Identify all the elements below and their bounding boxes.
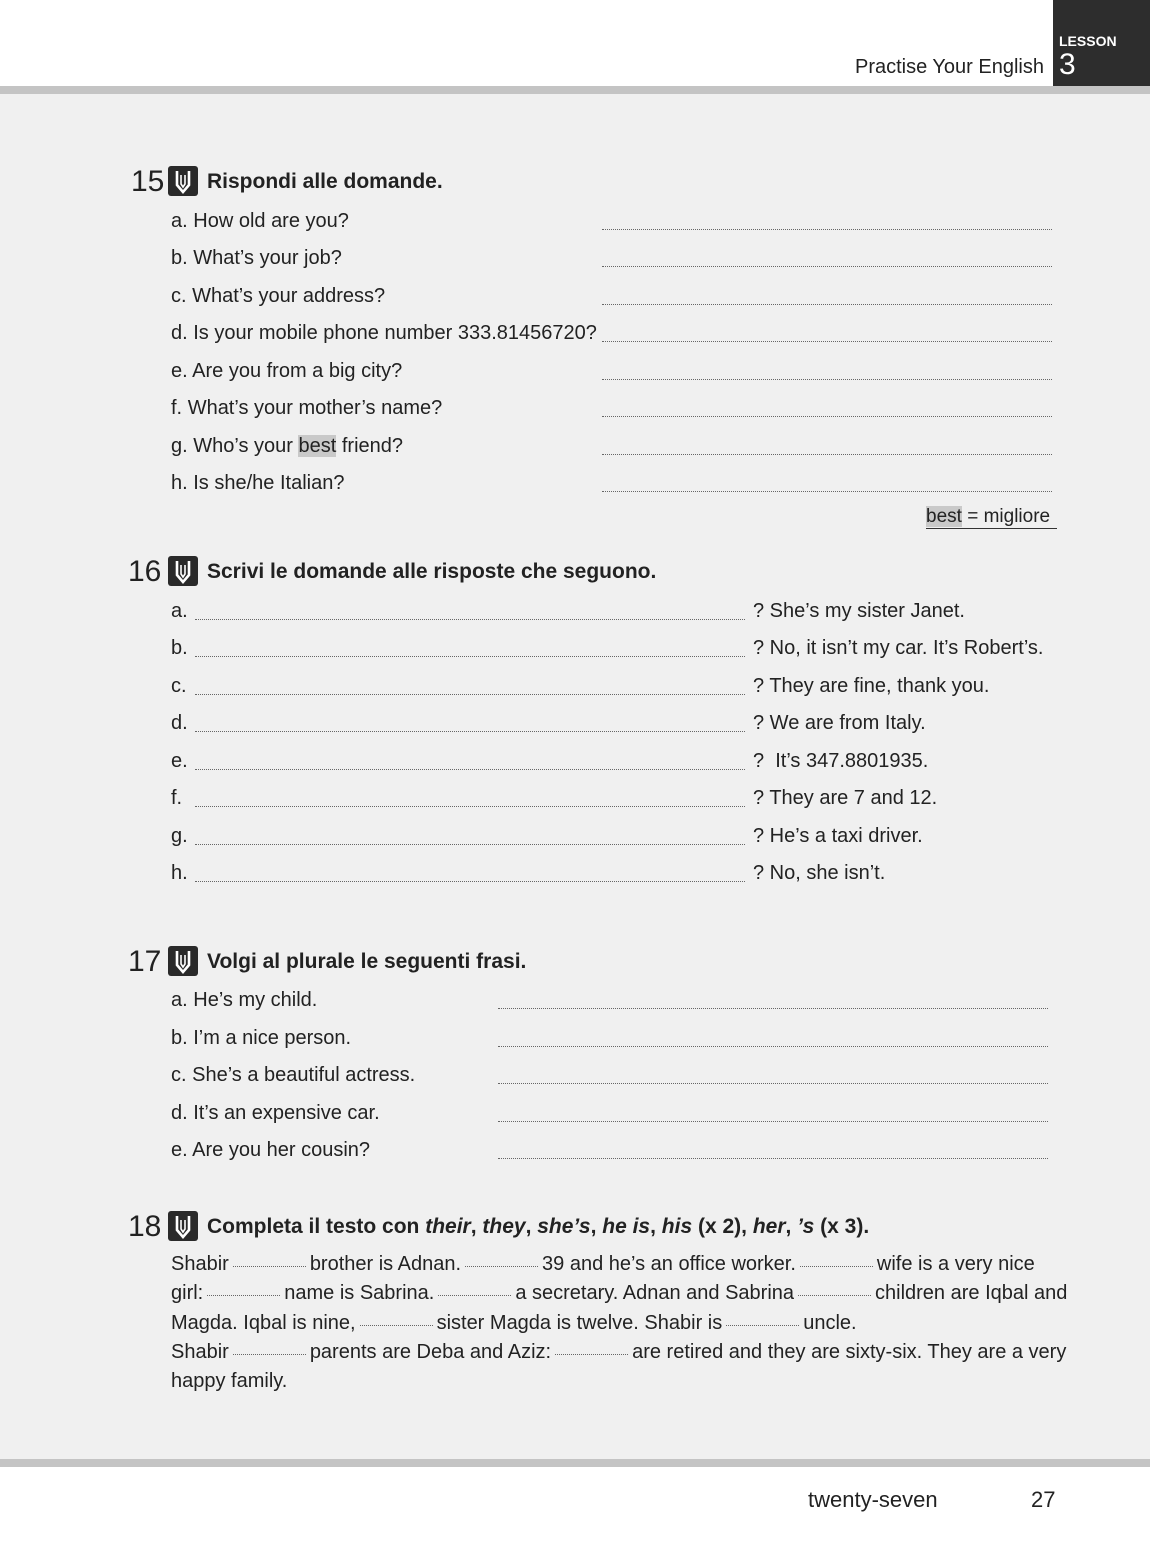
question-e: e. Are you from a big city? — [171, 360, 403, 382]
item-letter-f: f. — [171, 787, 183, 809]
item-letter-e: e. — [171, 750, 188, 772]
blank-8[interactable] — [726, 1325, 799, 1326]
answer-g: ? He’s a taxi driver. — [753, 825, 923, 847]
answer-d: ? We are from Italy. — [753, 712, 926, 734]
exercise-instruction: Completa il testo con their, they, she’s, he is, his (x 2), her, ’s (x 3). — [207, 1215, 870, 1238]
exercise-instruction: Scrivi le domande alle risposte che seguono. — [207, 560, 657, 583]
question-line-h[interactable] — [195, 881, 745, 882]
question-f: f. What’s your mother’s name? — [171, 397, 443, 419]
lesson-label: LESSON — [1059, 33, 1117, 49]
blank-4[interactable] — [207, 1295, 280, 1296]
cloze-paragraph: Shabir brother is Adnan. 39 and he’s an office worker. wife is a very nice girl: name is Sabrina. a secretary. Adnan and Sabrina children are Iqbal and Magda. Iqbal is nine, sister Magda is twelve. Shabir is uncle. Shabir parents are Deba and Aziz: are retired and they are sixty-six. They are a very happy family. — [171, 1253, 1068, 1393]
blank-10[interactable] — [555, 1354, 628, 1355]
question-g: g. Who’s your best friend? — [171, 435, 404, 457]
item-letter-g: g. — [171, 825, 188, 847]
page-number: 27 — [1031, 1487, 1056, 1512]
footer-rule — [0, 1459, 1150, 1467]
exercise-number: 18 — [128, 1210, 162, 1243]
blank-3[interactable] — [800, 1266, 873, 1267]
answer-e: ? It’s 347.8801935. — [753, 750, 929, 772]
question-line-c[interactable] — [195, 694, 745, 695]
answer-line-a[interactable] — [602, 229, 1052, 230]
answer-f: ? They are 7 and 12. — [753, 787, 938, 809]
plural-line-d[interactable] — [498, 1121, 1048, 1122]
blank-5[interactable] — [438, 1295, 511, 1296]
pencil-icon — [168, 1211, 198, 1241]
item-letter-d: d. — [171, 712, 188, 734]
question-c: c. What’s your address? — [171, 285, 386, 307]
running-title: Practise Your English — [854, 56, 1044, 78]
exercise-instruction: Rispondi alle domande. — [207, 170, 443, 193]
answer-line-h[interactable] — [602, 491, 1052, 492]
header-rule — [0, 86, 1150, 94]
plural-line-e[interactable] — [498, 1158, 1048, 1159]
pencil-icon — [168, 946, 198, 976]
exercise-number: 15 — [131, 165, 165, 198]
answer-a: ? She’s my sister Janet. — [753, 600, 965, 622]
question-line-f[interactable] — [195, 806, 745, 807]
page-header — [0, 0, 1150, 86]
blank-7[interactable] — [360, 1325, 433, 1326]
answer-line-c[interactable] — [602, 304, 1052, 305]
blank-2[interactable] — [465, 1266, 538, 1267]
sentence-b: b. I’m a nice person. — [171, 1027, 352, 1049]
question-line-g[interactable] — [195, 844, 745, 845]
lesson-number: 3 — [1059, 48, 1076, 81]
question-line-e[interactable] — [195, 769, 745, 770]
question-a: a. How old are you? — [171, 210, 349, 232]
sentence-a: a. He’s my child. — [171, 989, 318, 1011]
answer-line-g[interactable] — [602, 454, 1052, 455]
question-line-a[interactable] — [195, 619, 745, 620]
item-letter-a: a. — [171, 600, 188, 622]
exercise-instruction: Volgi al plurale le seguenti frasi. — [207, 950, 527, 973]
lesson-badge — [1053, 0, 1150, 86]
answer-line-b[interactable] — [602, 266, 1052, 267]
answer-h: ? No, she isn’t. — [753, 862, 886, 884]
highlighted-word: best — [298, 435, 337, 457]
plural-line-c[interactable] — [498, 1083, 1048, 1084]
sentence-c: c. She’s a beautiful actress. — [171, 1064, 416, 1086]
answer-line-f[interactable] — [602, 416, 1052, 417]
answer-line-e[interactable] — [602, 379, 1052, 380]
answer-b: ? No, it isn’t my car. It’s Robert’s. — [753, 637, 1044, 659]
pencil-icon — [168, 166, 198, 196]
sentence-e: e. Are you her cousin? — [171, 1139, 371, 1161]
item-letter-c: c. — [171, 675, 187, 697]
plural-line-a[interactable] — [498, 1008, 1048, 1009]
page-footer — [0, 1467, 1150, 1553]
blank-9[interactable] — [233, 1354, 306, 1355]
exercise-number: 17 — [128, 945, 162, 978]
blank-1[interactable] — [233, 1266, 306, 1267]
question-h: h. Is she/he Italian? — [171, 472, 345, 494]
question-b: b. What’s your job? — [171, 247, 342, 269]
item-letter-b: b. — [171, 637, 188, 659]
exercise-number: 16 — [128, 555, 162, 588]
question-d: d. Is your mobile phone number 333.81456720? — [171, 322, 597, 344]
sentence-d: d. It’s an expensive car. — [171, 1102, 380, 1124]
blank-6[interactable] — [798, 1295, 871, 1296]
item-letter-h: h. — [171, 862, 188, 884]
plural-line-b[interactable] — [498, 1046, 1048, 1047]
answer-c: ? They are fine, thank you. — [753, 675, 990, 697]
answer-line-d[interactable] — [602, 341, 1052, 342]
page-number-words: twenty-seven — [808, 1487, 938, 1512]
question-line-d[interactable] — [195, 731, 745, 732]
pencil-icon — [168, 556, 198, 586]
question-line-b[interactable] — [195, 656, 745, 657]
glossary-note: best = migliore — [926, 506, 1057, 529]
